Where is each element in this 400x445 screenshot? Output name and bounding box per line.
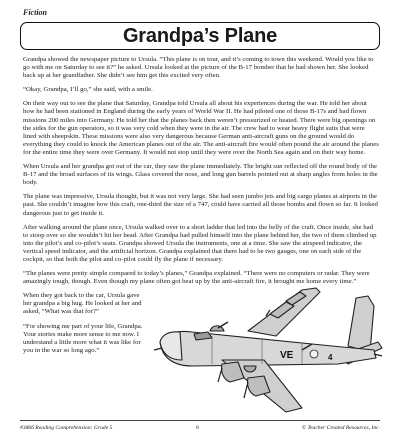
page-number: 8 (196, 425, 199, 431)
page-title: Grandpa’s Plane (122, 24, 278, 47)
genre-label: Fiction (23, 8, 48, 17)
story-paragraph: On their way out to see the plane that Saturday, Grandpa told Ursula all about his experiences during the war. He told her about how he had been stationed in England during the early years of World War II. He had piloted one of those B-17s and had flown missions 200 miles into Germany. He told her that the planes back then weren’t pressurized or heated. There were big openings on the sides for the gun operators, so it was very cold when they were in the air. The crew had to wear heavy flight suits that were lined with sheepskin. These missions were also very dangerous because German anti-aircraft guns on the ground would do everything they could to knock the American planes out of the air. The anti-aircraft fire would often pound the air around the planes for the entire time they were over Germany. It would not stop until they were over the North Sea again and on their way home. (23, 100, 379, 156)
footer-copyright: © Teacher Created Resources, Inc. (301, 425, 380, 431)
plane-marking: VE (280, 350, 294, 361)
title-box (20, 22, 380, 50)
story-paragraph: “For showing me part of your life, Grandpa. Your stories make more sense to me now. I understand a little more what it was like for you in the war so long ago.” (23, 322, 143, 354)
plane-marking: 4 (328, 353, 333, 362)
story-paragraph: Grandpa showed the newspaper picture to Ursula. “This plane is on tour, and it’s coming to town this weekend. Would you like to go with me on Saturday to see it?” he asked. Ursula looked at the picture of the B-17 bomber that he had shown her. She looked back up at her grandfather. She didn’t see him get this excited very often. (23, 56, 374, 80)
footer-book-code: #3866 Reading Comprehension: Grade 5 (20, 425, 113, 431)
star-insignia-icon (310, 350, 318, 358)
story-paragraph: When Ursula and her grandpa got out of the car, they saw the plane immediately. The bright sun reflected off the round body of the B-17 and the broad surfaces of its wings. Glass covered the nose, and long gun barrels pointed out at sharp angles from holes in the body. (23, 163, 378, 187)
story-paragraph: When they got back to the car, Ursula gave her grandpa a big hug. He looked at her and asked, “What was that for?” (23, 292, 142, 316)
b17-bomber-illustration (152, 276, 384, 414)
story-paragraph: “Okay, Grandpa, I’ll go,” she said, with a smile. (23, 86, 153, 94)
story-paragraph: The plane was impressive, Ursula thought, but it was not very large. She had seen jumbo jets and big cargo planes at airports in the past. She couldn’t imagine how this craft, one-third the size of a 747, could have carried all those bombs and flown so far. It looked dangerous just to get inside it. (23, 193, 378, 217)
story-paragraph: “The planes were pretty simple compared to today’s planes,” Grandpa explained. “There were no computers or radar. They were amazingly tough, though. Even though my plane often got beat up by the anti-aircraft fire, it brought me home every time.” (23, 270, 370, 286)
story-paragraph: After walking around the plane once, Ursula walked over to a short ladder that led into the belly of the craft. Once inside, she had to stoop over so she wouldn’t hit her head. After Grandpa had pulled himself into the plane behind her, the two of them climbed up into the pilot’s and co-pilot’s seats. Grandpa showed Ursula the instruments, one at a time. She saw the airspeed indicator, the vertical speed indicator, and the artificial horizon. Grandpa explained that there had to be two gauges, one on each side of the cockpit, so that both the pilot and co-pilot could fly the plane if necessary. (23, 223, 377, 263)
page-footer (20, 420, 380, 431)
